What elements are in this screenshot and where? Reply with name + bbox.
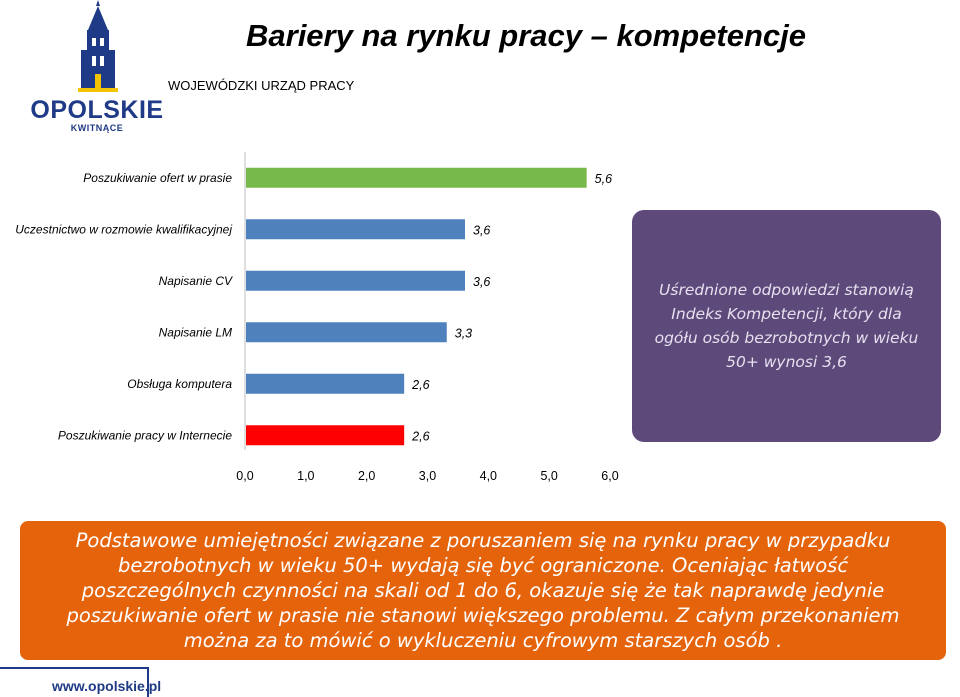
x-tick-label: 1,0 [297, 469, 315, 483]
data-label: 3,6 [473, 223, 491, 238]
data-label: 3,6 [473, 274, 491, 289]
bar [246, 219, 465, 239]
bar [246, 271, 465, 291]
page-title: Bariery na rynku pracy – kompetencje [246, 18, 806, 53]
data-label: 3,3 [454, 326, 473, 341]
category-label: Uczestnictwo w rozmowie kwalifikacyjnej [15, 222, 232, 237]
data-label: 2,6 [412, 429, 430, 444]
org-name: WOJEWÓDZKI URZĄD PRACY [168, 78, 355, 93]
footer-divider [0, 667, 148, 669]
info-text: Uśrednione odpowiedzi stanowią Indeks Kompetencji, który dla ogółu osób bezrobotnych w wieku 50+ wynosi 3,6 [654, 281, 919, 371]
category-label: Napisanie CV [158, 273, 232, 288]
bar [246, 374, 404, 394]
summary-text: Podstawowe umiejętności związane z poruszaniem się na rynku pracy w przypadku bezrobotnych w wieku 50+ wydają się być ograniczone. Oceniając łatwość poszczególnych czynności na skali od 1 do 6, okazuje się że tak naprawdę jedynie poszukiwanie ofert w prasie nie stanowi większego problemu. Z całym przekonaniem można za to mówić o wykluczeniu cyfrowym starszych osób . [66, 529, 900, 652]
x-tick-label: 4,0 [479, 469, 498, 483]
summary-box [20, 521, 946, 660]
category-label: Napisanie LM [158, 325, 232, 340]
data-label: 2,6 [412, 377, 430, 392]
x-tick-label: 2,0 [357, 469, 376, 483]
x-tick-label: 5,0 [540, 469, 558, 483]
bar-chart [0, 150, 640, 500]
footer-link[interactable]: www.opolskie.pl [52, 678, 162, 694]
x-tick-label: 0,0 [236, 469, 254, 483]
bar [246, 425, 404, 445]
logo-wordmark: OPOLSKIE [30, 96, 164, 124]
bar [246, 168, 587, 188]
tower-icon [78, 0, 118, 92]
logo-tagline: KWITNĄCE [70, 123, 124, 133]
x-tick-label: 6,0 [601, 469, 619, 483]
bar [246, 322, 447, 342]
x-tick-label: 3,0 [418, 469, 437, 483]
category-label: Poszukiwanie ofert w prasie [83, 170, 232, 185]
category-label: Obsługa komputera [127, 376, 232, 391]
info-box [632, 210, 941, 442]
category-label: Poszukiwanie pracy w Internecie [57, 428, 232, 443]
opolskie-logo [22, 0, 172, 140]
data-label: 5,6 [594, 171, 613, 186]
